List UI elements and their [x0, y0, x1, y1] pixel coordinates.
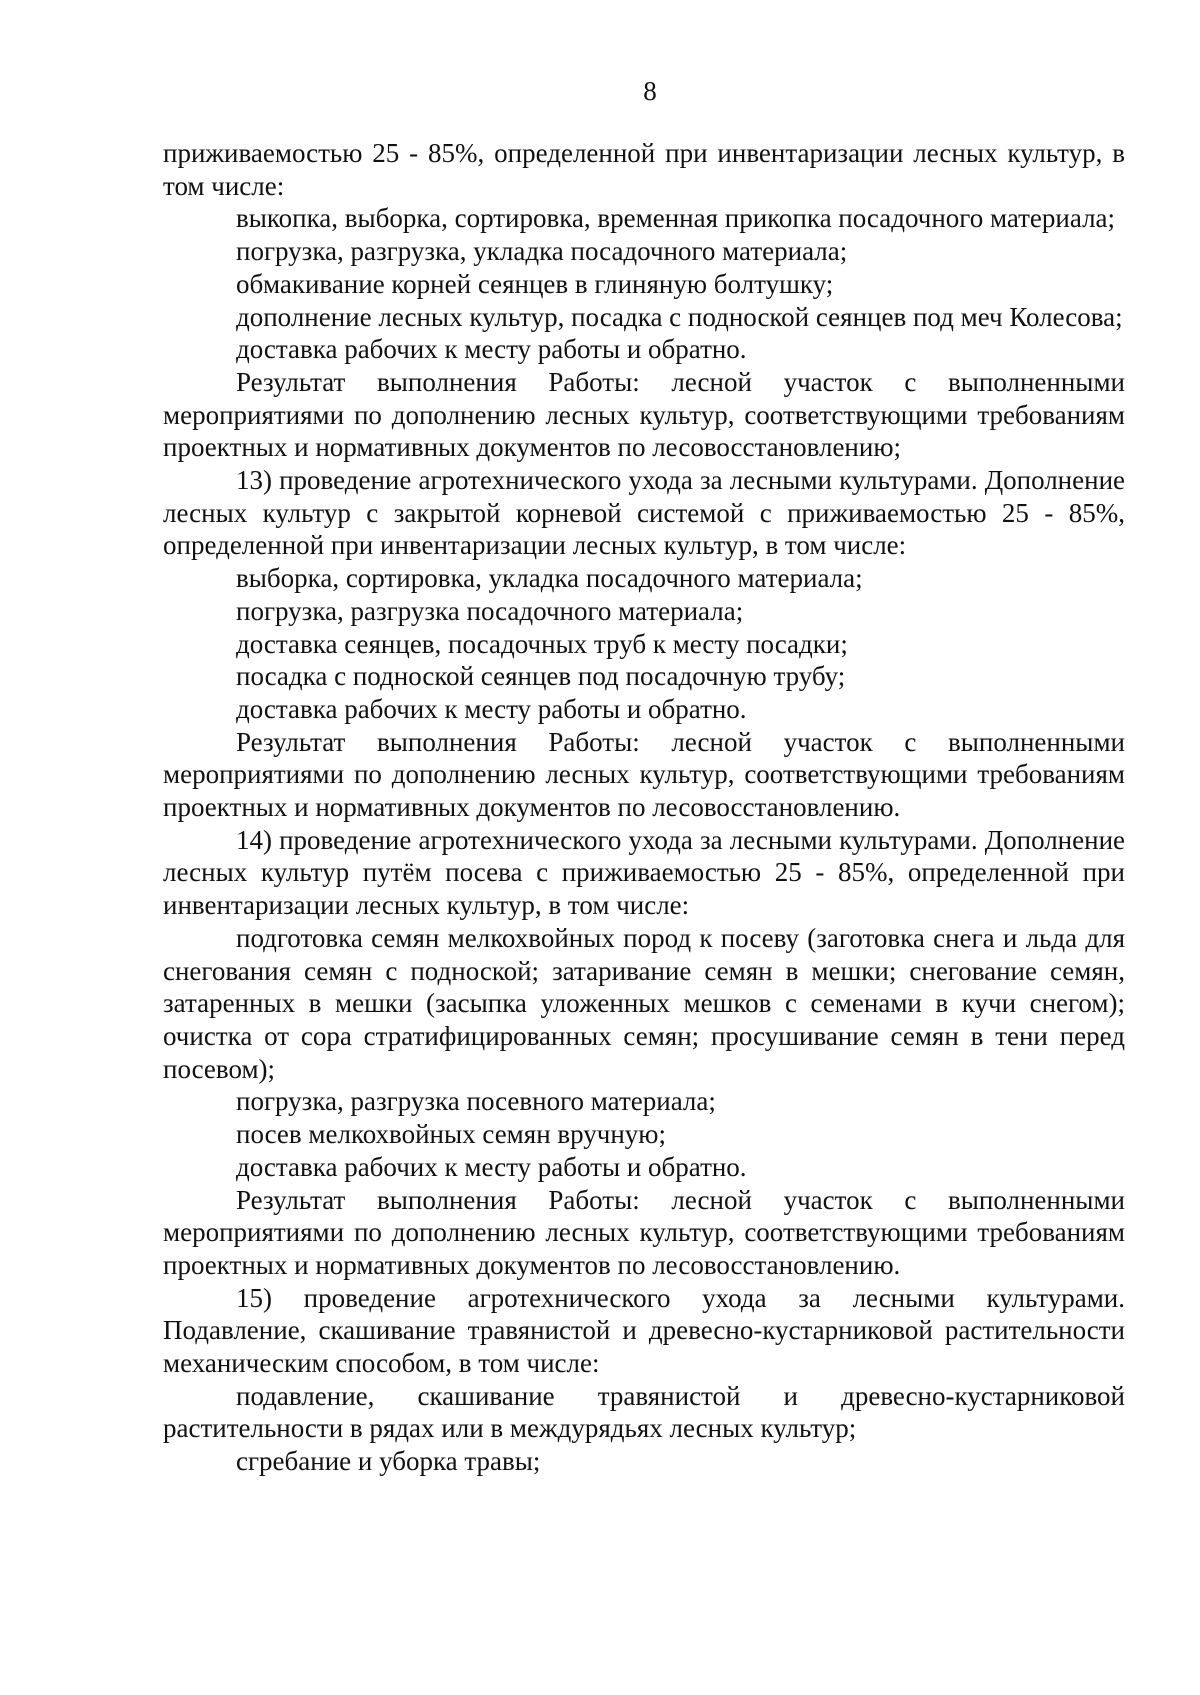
paragraph: подавление, скашивание травянистой и древесно-кустарниковой растительности в рядах или в междурядьях лесных культур; — [163, 1380, 1125, 1444]
paragraph: приживаемостью 25 - 85%, определенной при инвентаризации лесных культур, в том числе: — [163, 138, 1125, 201]
paragraph: посадка с подноской сеянцев под посадочную трубу; — [236, 661, 846, 692]
paragraph: Результат выполнения Работы: лесной участок с выполненными мероприятиями по дополнению лесных культур, соответствующими требованиям проектных и нормативных документов по лесовосстановлению. — [163, 726, 1125, 823]
paragraph: выкопка, выборка, сортировка, временная прикопка посадочного материала; — [236, 203, 1116, 234]
paragraph: доставка рабочих к месту работы и обратно. — [236, 334, 747, 365]
paragraph: погрузка, разгрузка посевного материала; — [236, 1086, 716, 1117]
paragraph: Результат выполнения Работы: лесной участок с выполненными мероприятиями по дополнению лесных культур, соответствующими требованиям проектных и нормативных документов по лесовосстановлению. — [163, 1184, 1125, 1280]
paragraph: обмакивание корней сеянцев в глиняную болтушку; — [236, 268, 834, 299]
page-number: 8 — [643, 76, 657, 106]
paragraph: подготовка семян мелкохвойных пород к посеву (заготовка снега и льда для снегования семян с подноской; затаривание семян в мешки; снегование семян, затаренных в мешки (засыпка уложенных мешков с семенами в кучи снегом); очистка от сора стратифицированных семян; просушивание семян в тени перед посевом); — [163, 922, 1125, 1084]
paragraph: доставка рабочих к месту работы и обратно. — [236, 1151, 747, 1182]
paragraph: 13) проведение агротехнического ухода за лесными культурами. Дополнение лесных культур с закрытой корневой системой с приживаемостью 25 - 85%, определенной при инвентаризации лесных культур, в том числе: — [163, 465, 1125, 561]
paragraph: Результат выполнения Работы: лесной участок с выполненными мероприятиями по дополнению лесных культур, соответствующими требованиям проектных и нормативных документов по лесовосстановлению; — [163, 366, 1125, 463]
paragraph: доставка рабочих к месту работы и обратно. — [236, 693, 747, 724]
paragraph: погрузка, разгрузка посадочного материала; — [236, 595, 744, 626]
paragraph: доставка сеянцев, посадочных труб к месту посадки; — [236, 628, 848, 659]
paragraph: 15) проведение агротехнического ухода за лесными культурами. Подавление, скашивание травянистой и древесно-кустарниковой растительности механическим способом, в том числе: — [163, 1282, 1125, 1379]
paragraph: дополнение лесных культур, посадка с подноской сеянцев под меч Колесова; — [236, 301, 1123, 332]
paragraph: выборка, сортировка, укладка посадочного материала; — [236, 563, 863, 594]
paragraph: посев мелкохвойных семян вручную; — [236, 1119, 666, 1150]
paragraph: погрузка, разгрузка, укладка посадочного материала; — [236, 236, 848, 267]
document-body — [163, 137, 1125, 1478]
paragraph: 14) проведение агротехнического ухода за лесными культурами. Дополнение лесных культур путём посева с приживаемостью 25 - 85%, определенной при инвентаризации лесных культур, в том числе: — [163, 824, 1125, 921]
paragraph: сгребание и уборка травы; — [236, 1446, 541, 1477]
